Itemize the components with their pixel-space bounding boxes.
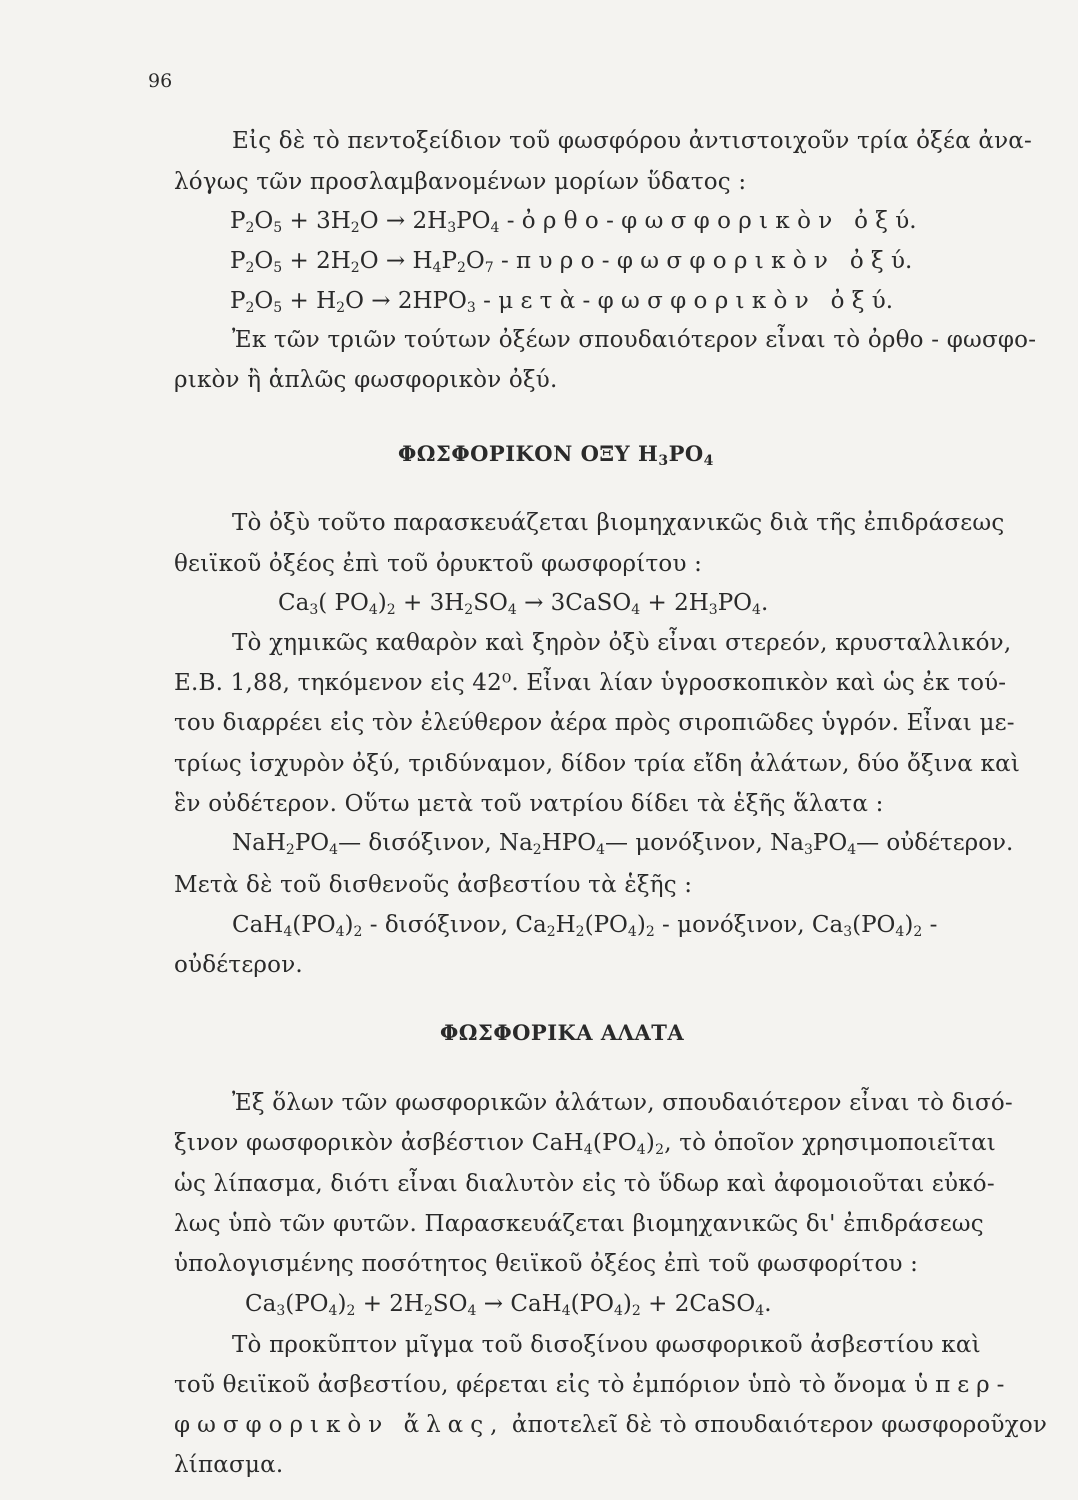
para4-line5: ἓν οὐδέτερον. Οὕτω μετὰ τοῦ νατρίου δίδει τὰ ἑξῆς ἅλατα : <box>174 791 884 817</box>
para6-line5: ὑπολογισμένης ποσότητος θειϊκοῦ ὀξέος ἐπὶ τοῦ φωσφορίτου : <box>174 1251 919 1277</box>
para3-line1: Τὸ ὀξὺ τοῦτο παρασκευάζεται βιομηχανικῶς διὰ τῆς ἐπιδράσεως <box>232 510 1005 536</box>
para2-line2: ρικὸν ἢ ἁπλῶς φωσφορικὸν ὀξύ. <box>174 367 558 393</box>
arrow-icon: → <box>371 288 391 314</box>
para3-line2: θειϊκοῦ ὀξέος ἐπὶ τοῦ ὀρυκτοῦ φωσφορίτου : <box>174 551 703 577</box>
para4-line4: τρίως ἰσχυρὸν ὀξύ, τριδύναμον, δίδον τρία εἴδη ἀλάτων, δύο ὄξινα καὶ <box>174 751 1021 777</box>
para6-line1: Ἐξ ὅλων τῶν φωσφορικῶν ἀλάτων, σπουδαιότερον εἶναι τὸ δισό- <box>232 1090 1013 1116</box>
para1-line2: λόγως τῶν προσλαμβανομένων μορίων ὕδατος : <box>174 169 747 195</box>
equation-metaphosphoric: $P_2O_5 + H_2O \to 2HPO_3 - \mu$ ε τ ὰ - φ ω σ φ ο ρ ι κ ὸ ν ὀ ξ ύ. <box>230 288 894 316</box>
section-heading-phosphoric-acid: ΦΩΣΦΟΡΙΚΟΝ ΟΞΥ $H_3PO_4$ <box>398 441 714 469</box>
arrow-icon: → <box>483 1291 504 1317</box>
calcium-phosphate-salts: $CaH_4(PO_4)_2$ - δισόξινον, $Ca_2H_2(PO_4)_2$ - μονόξινον, $Ca_3(PO_4)_2$ - <box>232 912 938 940</box>
para5-line1: Μετὰ δὲ τοῦ δισθενοῦς ἀσβεστίου τὰ ἑξῆς : <box>174 872 693 898</box>
arrow-icon: → <box>385 208 406 234</box>
page-number: 96 <box>148 70 173 92</box>
para6-line2: ξινον φωσφορικὸν ἀσβέστιον $CaH_4(PO_4)_2$, τὸ ὁποῖον χρησιμοποιεῖται <box>174 1130 997 1158</box>
para7-line1: Τὸ προκῦπτον μῖγμα τοῦ δισοξίνου φωσφορικοῦ ἀσβεστίου καὶ <box>232 1332 981 1358</box>
para6-line4: λως ὑπὸ τῶν φυτῶν. Παρασκευάζεται βιομηχανικῶς δι' ἐπιδράσεως <box>174 1211 984 1237</box>
para2-line1: Ἐκ τῶν τριῶν τούτων ὀξέων σπουδαιότερον εἶναι τὸ ὀρθο - φωσφο- <box>232 327 1037 353</box>
para1-line1: Εἰς δὲ τὸ πεντοξείδιον τοῦ φωσφόρου ἀντιστοιχοῦν τρία ὀξέα ἀνα- <box>232 128 1033 154</box>
arrow-icon: → <box>524 590 544 616</box>
section-heading-phosphate-salts: ΦΩΣΦΟΡΙΚΑ ΑΛΑΤΑ <box>440 1020 685 1045</box>
equation-pyrophosphoric: $P_2O_5 + 2H_2O \to H_4P_2O_7 - \pi$ υ ρ ο - φ ω σ φ ο ρ ι κ ὸ ν ὀ ξ ύ. <box>230 248 913 276</box>
arrow-icon: → <box>385 248 406 274</box>
para7-line2: τοῦ θειϊκοῦ ἀσβεστίου, φέρεται εἰς τὸ ἐμπόριον ὑπὸ τὸ ὄνομα ὑπερ- <box>174 1372 1012 1398</box>
para4-line2: E.B. 1,88, τηκόμενον εἰς 42⁰. Εἶναι λίαν ὑγροσκοπικὸν καὶ ὡς ἐκ τού- <box>174 670 1007 696</box>
calcium-salts-tail: οὐδέτερον. <box>174 952 303 978</box>
para6-line3: ὡς λίπασμα, διότι εἶναι διαλυτὸν εἰς τὸ ὕδωρ καὶ ἀφομοιοῦται εὐκό- <box>174 1171 995 1197</box>
sodium-phosphate-salts: $NaH_2PO_4—$ δισόξινον, $Na_2HPO_4—$ μονόξινον, $Na_3PO_4—$ οὐδέτερον. <box>232 830 1014 858</box>
equation-superphosphate: $Ca_3(PO_4)_2 + 2H_2SO_4 \to CaH_4(PO_4)_2$ + 2CaSO$_4$. <box>245 1291 772 1319</box>
equation-phosphoric-preparation: $Ca_3$( $PO_4)_2 + 3H_2SO_4$ → 3CaSO$_4$ + $2H_3PO_4$. <box>278 590 769 618</box>
equation-orthophosphoric: $P_2O_5 + 3H_2O \to 2H_3PO_4$ - ὀ ρ θ ο - φ ω σ φ ο ρ ι κ ὸ ν ὀ ξ ύ. <box>230 208 917 236</box>
para4-line3: του διαρρέει εἰς τὸν ἐλεύθερον ἀέρα πρὸς σιροπιῶδες ὑγρόν. Εἶναι με- <box>174 710 1015 736</box>
para7-line4: λίπασμα. <box>174 1452 284 1478</box>
para7-line3: φωσφορικὸν ἄλας, ἀποτελεῖ δὲ τὸ σπουδαιότερον φωσφοροῦχον <box>174 1412 1048 1438</box>
para4-line1: Τὸ χημικῶς καθαρὸν καὶ ξηρὸν ὀξὺ εἶναι στερεόν, κρυσταλλικόν, <box>232 630 1012 656</box>
